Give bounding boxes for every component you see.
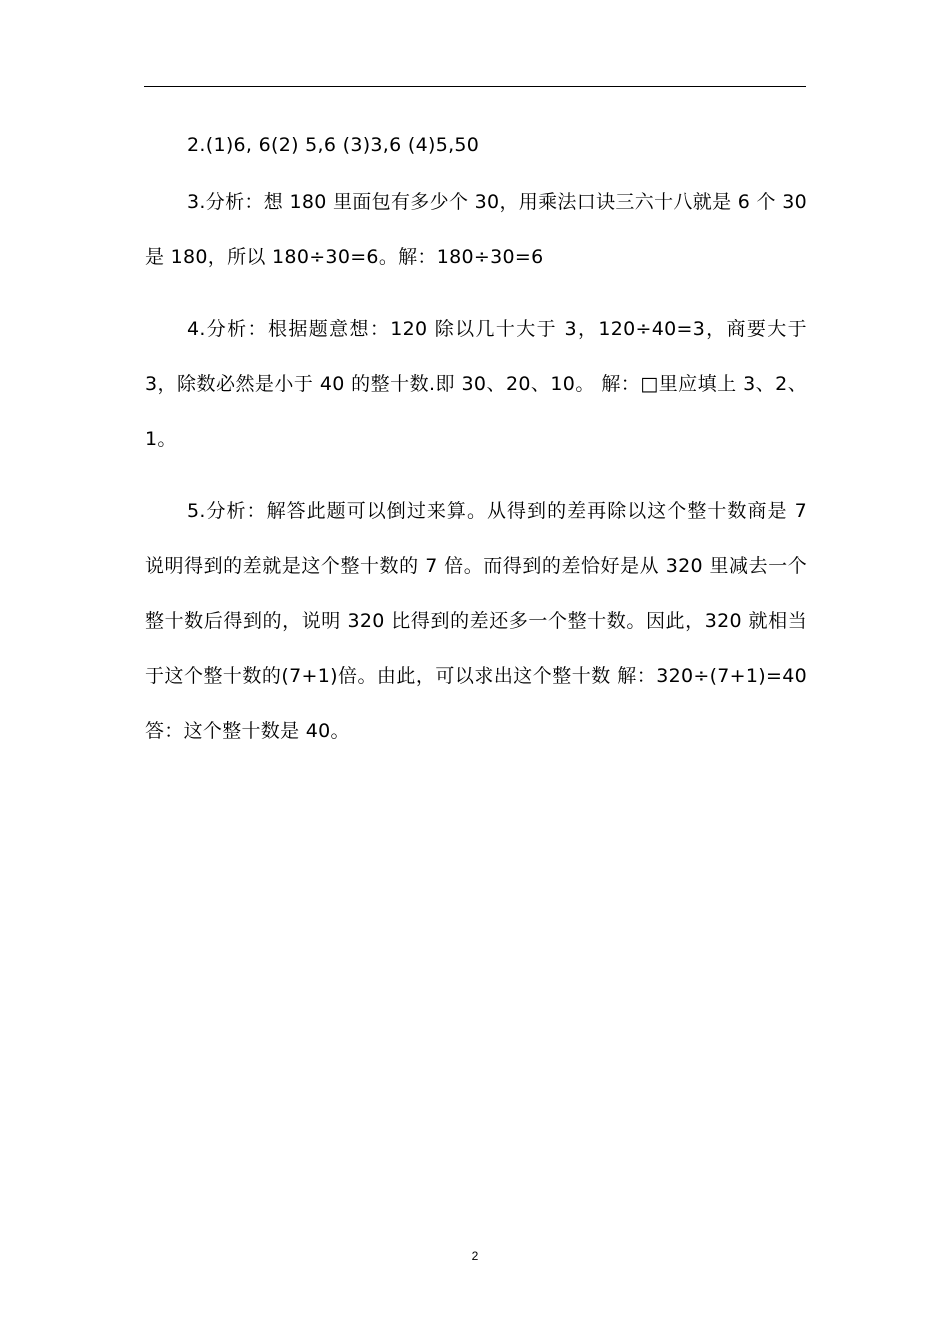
page-number: 2 [471, 1249, 479, 1263]
answer-paragraph-4: 4.分析：根据题意想：120 除以几十大于 3，120÷40=3，商要大于 3，除数必然是小于 40 的整十数.即 30、20、10。 解：□里应填上 3、2、1。 [145, 318, 807, 450]
answer-paragraph-3: 3.分析：想 180 里面包有多少个 30，用乘法口诀三六十八就是 6 个 30 是 180，所以 180÷30=6。解：180÷30=6 [145, 191, 807, 268]
document-body [145, 118, 807, 776]
answer-paragraph-5: 5.分析：解答此题可以倒过来算。从得到的差再除以这个整十数商是 7 说明得到的差就是这个整十数的 7 倍。而得到的差恰好是从 320 里减去一个整十数后得到的，说明 320 比得到的差还多一个整十数。因此，320 就相当于这个整十数的(7+1)倍。由此，可以求出这个整十数 解：320÷(7+1)=40 答：这个整十数是 40。 [145, 500, 807, 742]
answer-paragraph-2: 2.(1)6, 6(2) 5,6 (3)3,6 (4)5,50 [187, 134, 480, 156]
header-rule [144, 86, 806, 87]
